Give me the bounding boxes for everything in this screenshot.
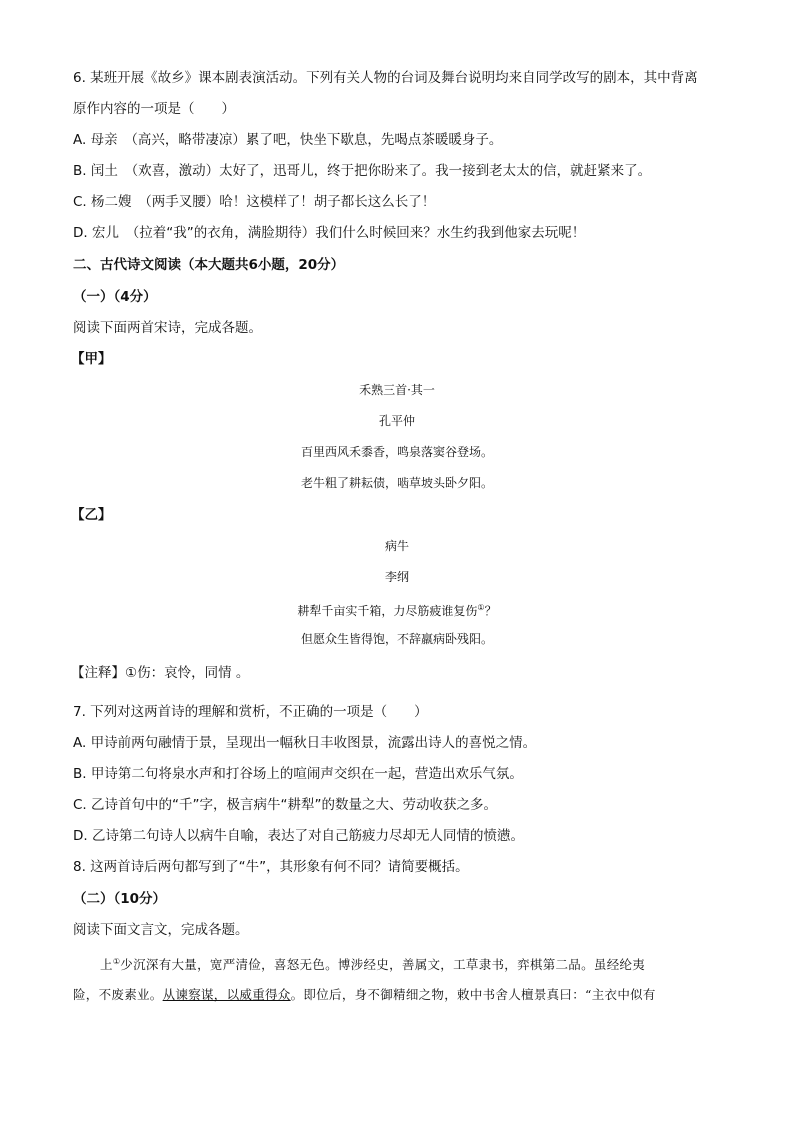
q6-option-a: A. 母亲 （高兴，略带凄凉）累了吧，快坐下歇息，先喝点茶暖暖身子。	[73, 132, 503, 148]
footnote-marker: ①	[477, 603, 485, 612]
section-heading: 二、古代诗文阅读（本大题共6小题，20分）	[73, 257, 345, 273]
footnote-marker: ①	[112, 957, 121, 966]
annotation: 【注释】①伤：哀怜，同情 。	[71, 665, 250, 681]
q7-option-b: B. 甲诗第二句将泉水声和打谷场上的喧闹声交织在一起，营造出欢乐气氛。	[73, 766, 523, 782]
part1-instruction: 阅读下面两首宋诗，完成各题。	[73, 320, 262, 336]
q7-option-a: A. 甲诗前两句融情于景，呈现出一幅秋日丰收图景，流露出诗人的喜悦之情。	[73, 735, 537, 751]
q7-option-d: D. 乙诗第二句诗人以病牛自喻，表达了对自己筋疲力尽却无人同情的愤懑。	[73, 828, 524, 844]
q8-stem: 8. 这两首诗后两句都写到了“牛”，其形象有何不同？请简要概括。	[73, 859, 469, 875]
poem-b-label: 【乙】	[71, 507, 112, 523]
poem-b-line1-end: ？	[484, 604, 497, 618]
q6-option-d: D. 宏儿 （拉着“我”的衣角，满脸期待）我们什么时候回来？水生约我到他家去玩呢！	[73, 225, 586, 241]
poem-b-line2: 但愿众生皆得饱，不辞羸病卧残阳。	[300, 632, 493, 646]
poem-b-line1-text: 耕犁千亩实千箱，力尽筋疲谁复伤	[297, 604, 478, 618]
passage-line2-start: 险，不废素业。	[73, 987, 163, 1002]
poem-a-label: 【甲】	[71, 351, 112, 367]
poem-b-author: 李纲	[384, 570, 409, 584]
q6-stem-line1: 6. 某班开展《故乡》课本剧表演活动。下列有关人物的台词及舞台说明均来自同学改写的剧本，其中背离	[73, 70, 698, 86]
q6-option-b: B. 闰土 （欢喜，激动）太好了，迅哥儿，终于把你盼来了。我一接到老太太的信，就赶紧来了。	[73, 163, 652, 179]
q6-option-c: C. 杨二嫂 （两手叉腰）哈！这模样了！胡子都长这么长了！	[73, 194, 436, 210]
part2-instruction: 阅读下面文言文，完成各题。	[73, 922, 249, 938]
passage-line2-rest: 。即位后，身不御精细之物，敕中书舍人檀景真曰：“主衣中似有	[290, 987, 656, 1002]
passage-line2	[73, 985, 656, 1005]
q6-stem-line2: 原作内容的一项是（ ）	[73, 101, 235, 117]
passage-line1	[100, 952, 645, 975]
q7-option-c: C. 乙诗首句中的“千”字，极言病牛“耕犁”的数量之大、劳动收获之多。	[73, 797, 497, 813]
passage-line1-rest: 少沉深有大量，宽严清俭，喜怒无色。博涉经史，善属文，工草隶书，弈棋第二品。虽经纶夷	[120, 957, 646, 973]
q7-stem: 7. 下列对这两首诗的理解和赏析，不正确的一项是（ ）	[73, 704, 428, 720]
underlined-sentence: 从谏察谋，以威重得众	[162, 987, 291, 1002]
poem-a-title: 禾熟三首·其一	[359, 383, 435, 397]
passage-line1-start: 上	[100, 957, 113, 973]
part2-label: （二）（10分）	[73, 891, 167, 907]
poem-a-line1: 百里西风禾黍香，鸣泉落窦谷登场。	[300, 445, 493, 459]
poem-b-line1	[0, 598, 794, 621]
poem-a-author: 孔平仲	[378, 414, 415, 428]
part1-label: （一）（4分）	[73, 289, 157, 305]
poem-a-line2: 老牛粗了耕耘债，啮草坡头卧夕阳。	[300, 476, 493, 490]
poem-b-title: 病牛	[384, 539, 409, 553]
